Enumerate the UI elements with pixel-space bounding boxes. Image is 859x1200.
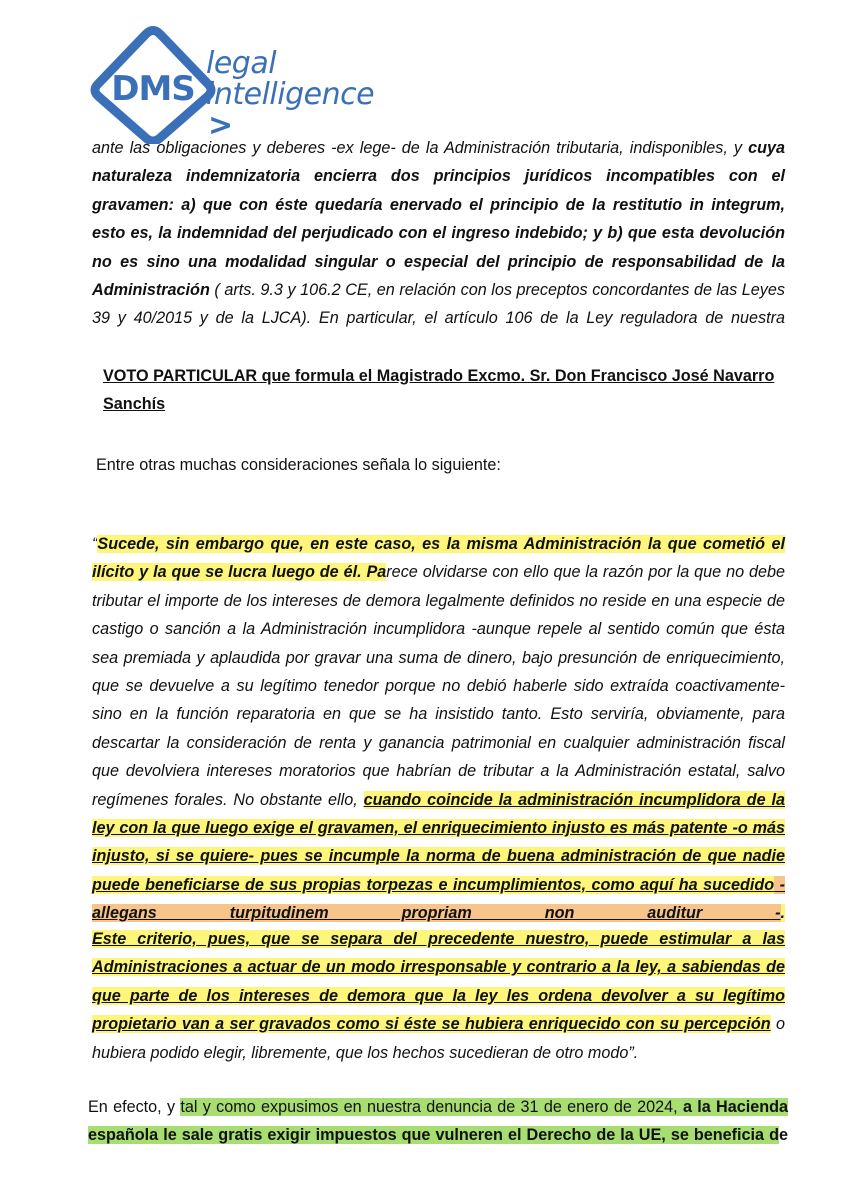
quote-period: . <box>780 904 785 923</box>
dms-logo-mark <box>88 24 218 144</box>
logo-arrow-icon: > <box>208 108 233 143</box>
logo-line-legal: legal <box>206 46 277 81</box>
quote-paragraph-2 <box>92 925 785 1067</box>
p1-text-a: ante las obligaciones y deberes -ex lege- de la Administración tributaria, indisponibles, y <box>92 139 749 157</box>
p3-text-b: e <box>778 1126 788 1145</box>
quote-highlight-1: Sucede, sin embargo que, en este caso, es la misma Administración la que cometió el ilícito y la que se lucra luego de él. Pa <box>92 535 785 582</box>
paragraph-intro-context <box>92 134 785 333</box>
p1-text-b: ( arts. 9.3 y 106.2 CE, en relación con los preceptos concordantes de las Leyes 39 y 40/2015 y de la LJCA). En particular, el artículo 106 de la Ley reguladora de nuestra <box>92 281 785 328</box>
paragraph-en-efecto <box>88 1093 788 1150</box>
p3-highlight-bold: a la Hacienda española le sale gratis exigir impuestos que vulneren el Derecho de la UE, se beneficia d <box>88 1098 789 1145</box>
intro-line: Entre otras muchas consideraciones señala lo siguiente: <box>96 456 501 474</box>
quote-closing-text: o hubiera podido elegir, libremente, que los hechos sucedieran de otro modo”. <box>92 1015 785 1062</box>
quote-open-mark: “ <box>92 535 98 553</box>
logo-mark-text: DMS <box>111 69 195 109</box>
quote-paragraph <box>92 530 785 928</box>
p3-highlight-plain: tal y como expusimos en nuestra denuncia de 31 de enero de 2024, <box>180 1098 683 1116</box>
quote-latin-phrase: - allegans turpitudinem propriam non auditur - <box>92 875 786 923</box>
p3-text-a: En efecto, y <box>88 1098 181 1116</box>
logo-line-intelligence: intelligence <box>206 77 375 112</box>
p1-bold-text: cuya naturaleza indemnizatoria encierra dos principios jurídicos incompatibles con el gravamen: a) que con éste quedaría enervado el principio de la restitutio in integrum, esto es, la indemnidad del perjudicado con el ingreso indebido; y b) que esta devolución no es sino una modalidad singular o especial del principio de responsabilidad de la Administración <box>92 139 785 300</box>
quote-highlight-2: cuando coincide la administración incumplidora de la ley con la que luego exige el gravamen, el enriquecimiento injusto es más patente -o más injusto, si se quiere- pues se incumple la norma de buena administración de que nadie puede beneficiarse de sus propias torpezas e incumplimientos, como aquí ha sucedido <box>92 790 785 894</box>
quote-highlight-3: Este criterio, pues, que se separa del precedente nuestro, puede estimular a las Administraciones a actuar de un modo irresponsable y contrario a la ley, a sabiendas de que parte de los intereses de demora que la ley les ordena devolver a su legítimo propietario van a ser gravados como si éste se hubiera enriquecido con su percepción <box>92 930 785 1034</box>
voto-particular-heading: VOTO PARTICULAR que formula el Magistrado Excmo. Sr. Don Francisco José Navarro Sanchís <box>103 367 775 414</box>
logo-wordmark <box>206 48 374 141</box>
quote-body-text: rece olvidarse con ello que la razón por la que no debe tributar el importe de los intereses de demora legalmente definidos no reside en una especie de castigo o sanción a la Administración incumplidora -aunque repele al sentido común que ésta sea premiada y aplaudida por gravar una suma de dinero, bajo presunción de enriquecimiento, que se devuelve a su legítimo tenedor porque no debió haberle sido extraída coactivamente- sino en la función reparatoria en que se ha insistido tanto. Esto serviría, obviamente, para descartar la consideración de renta y ganancia patrimonial en cualquier administración fiscal que devolviera intereses moratorios que habrían de tributar a la Administración estatal, salvo regímenes forales. No obstante ello, <box>92 563 785 809</box>
